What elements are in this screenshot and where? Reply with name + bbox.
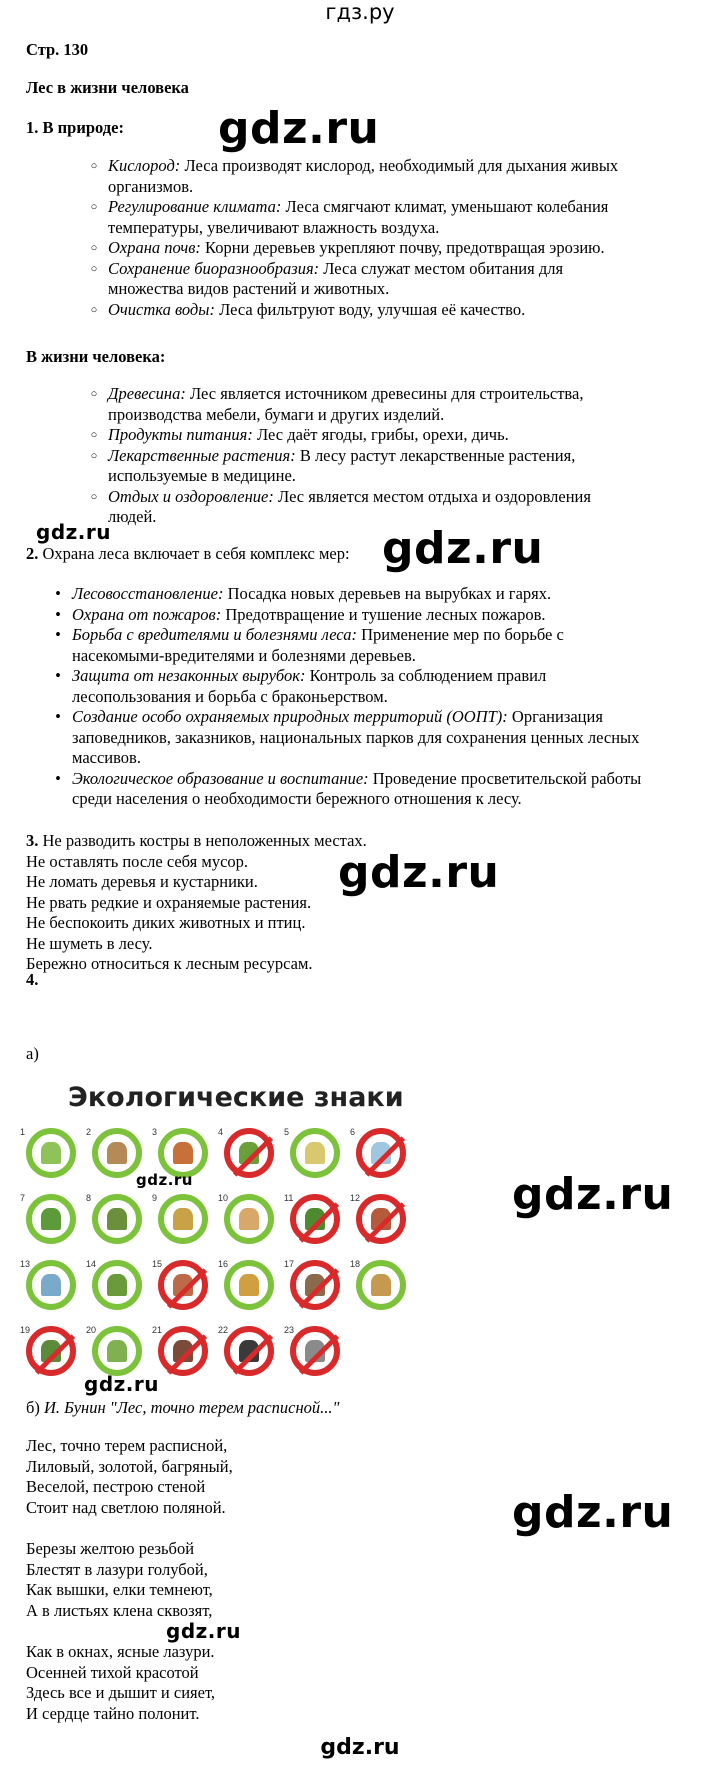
prohibition-sign-icon: [284, 1325, 340, 1376]
circle-bullet-icon: ○: [90, 490, 98, 503]
eco-sign-icon: [218, 1259, 274, 1310]
sign-number: 11: [284, 1193, 294, 1203]
eco-sign-icon: [86, 1325, 142, 1376]
rule-line: Не оставлять после себя мусор.: [26, 851, 249, 871]
list-item: ○ Регулирование климата: Леса смягчают климат, уменьшают колебания температуры, увеличивают влажность воздуха.: [108, 197, 708, 238]
poem-line: Лиловый, золотой, багряный,: [26, 1456, 233, 1476]
watermark: gdz.ru: [136, 1171, 193, 1189]
prohibition-sign-icon: [152, 1325, 208, 1376]
list-item: ○ Очистка воды: Леса фильтруют воду, улучшая её качество.: [108, 300, 708, 321]
list-item: ○ Лекарственные растения: В лесу растут лекарственные растения, используемые в медицине.: [108, 446, 708, 487]
bullet-icon: •: [55, 604, 61, 624]
human-life-list: [90, 384, 708, 528]
list-item: • Создание особо охраняемых природных территорий (ООПТ): Организация заповедников, заказников, национальных парков для сохранения ценных лесных массивов.: [72, 707, 712, 769]
poem-line: Осенней тихой красотой: [26, 1662, 199, 1682]
poem-line: Лес, точно терем расписной,: [26, 1436, 228, 1455]
rule-line: Не шуметь в лесу.: [26, 933, 153, 953]
watermark: gdz.ru: [338, 847, 500, 898]
sign-number: 10: [218, 1193, 229, 1203]
circle-bullet-icon: ○: [90, 449, 98, 462]
sign-number: 13: [20, 1259, 31, 1269]
page-ref: Стр. 130: [26, 40, 89, 59]
circle-bullet-icon: ○: [90, 201, 98, 213]
eco-signs-grid: [20, 1122, 440, 1382]
sign-number: 19: [20, 1325, 31, 1335]
sign-number: 22: [218, 1325, 229, 1335]
poem-line: Березы желтою резьбой: [26, 1539, 195, 1558]
part-b-heading: б) И. Бунин "Лес, точно терем расписной...": [26, 1398, 340, 1417]
list-item: ○ Продукты питания: Лес даёт ягоды, грибы, орехи, дичь.: [108, 425, 708, 446]
prohibition-sign-icon: [284, 1193, 340, 1244]
sign-number: 17: [284, 1259, 295, 1269]
sign-number: 16: [218, 1259, 229, 1269]
bullet-icon: •: [55, 625, 61, 644]
list-item: • Защита от незаконных вырубок: Контроль за соблюдением правил лесопользования и борьба с браконьерством.: [72, 666, 712, 707]
sign-number: 23: [284, 1325, 295, 1335]
prohibition-sign-icon: [218, 1325, 274, 1376]
sign-number: 4: [218, 1127, 224, 1137]
sign-number: 18: [350, 1259, 361, 1269]
eco-sign-icon: [86, 1127, 142, 1178]
circle-bullet-icon: ○: [90, 303, 98, 316]
prohibition-sign-icon: [152, 1259, 208, 1310]
list-item: • Экологическое образование и воспитание: Проведение просветительской работы среди населения о необходимости бережного отношения к лесу.: [72, 769, 712, 810]
watermark: gdz.ru: [512, 1487, 674, 1538]
bullet-icon: •: [55, 768, 61, 788]
eco-sign-icon: [152, 1193, 208, 1244]
bullet-icon: •: [55, 707, 61, 726]
section1b-heading: В жизни человека:: [26, 347, 166, 366]
list-item: ○ Отдых и оздоровление: Лес является местом отдыха и оздоровления людей.: [108, 487, 708, 528]
sign-number: 3: [152, 1127, 158, 1137]
circle-bullet-icon: ○: [90, 262, 98, 275]
sign-number: 8: [86, 1193, 92, 1203]
rule-line: 3. Не разводить костры в неположенных местах.: [26, 831, 367, 850]
eco-signs-title: Экологические знаки: [68, 1082, 404, 1113]
circle-bullet-icon: ○: [90, 160, 98, 172]
poem-line: А в листьях клена сквозят,: [26, 1600, 213, 1620]
eco-sign-icon: [284, 1127, 340, 1178]
sign-number: 6: [350, 1127, 356, 1137]
poem-line: Здесь все и дышит и сияет,: [26, 1683, 216, 1702]
eco-sign-icon: [218, 1193, 274, 1244]
nature-list: [90, 156, 708, 320]
page-title: Лес в жизни человека: [26, 78, 189, 97]
sign-number: 21: [152, 1325, 163, 1335]
eco-sign-icon: [20, 1193, 76, 1244]
poem-line: Веселой, пестрою стеной: [26, 1477, 206, 1496]
protection-list: [55, 584, 712, 810]
bullet-icon: •: [55, 584, 61, 603]
part-a-label: а): [26, 1044, 39, 1063]
watermark: gdz.ru: [36, 520, 111, 544]
sign-number: 7: [20, 1193, 26, 1203]
section2-intro: 2. Охрана леса включает в себя комплекс мер:: [26, 544, 350, 563]
footer-watermark: gdz.ru: [320, 1735, 400, 1760]
sign-number: 1: [20, 1127, 26, 1137]
poem-stanza: [26, 1539, 366, 1621]
eco-sign-icon: [86, 1259, 142, 1310]
sign-number: 2: [86, 1127, 92, 1137]
watermark: gdz.ru: [84, 1372, 159, 1396]
prohibition-sign-icon: [350, 1127, 406, 1178]
poem-line: Как в окнах, ясные лазури.: [26, 1642, 215, 1661]
list-item: ○ Древесина: Лес является источником древесины для строительства, производства мебели, бумаги и других изделий.: [108, 384, 708, 425]
poem-line: Блестят в лазури голубой,: [26, 1559, 208, 1579]
rule-line: Не ломать деревья и кустарники.: [26, 872, 258, 891]
section1-heading: 1. В природе:: [26, 118, 124, 137]
site-header: гдз.ру: [325, 0, 395, 24]
poem-stanza: [26, 1642, 366, 1724]
sign-number: 9: [152, 1193, 158, 1203]
prohibition-sign-icon: [284, 1259, 340, 1310]
poem-stanza: [26, 1436, 366, 1518]
circle-bullet-icon: ○: [90, 429, 98, 441]
list-item: ○ Охрана почв: Корни деревьев укрепляют почву, предотвращая эрозию.: [108, 238, 708, 259]
sign-number: 14: [86, 1259, 97, 1269]
prohibition-sign-icon: [218, 1127, 274, 1178]
eco-sign-icon: [20, 1127, 76, 1178]
rule-line: Не беспокоить диких животных и птиц.: [26, 913, 306, 932]
prohibition-sign-icon: [350, 1193, 406, 1244]
watermark: gdz.ru: [382, 523, 544, 574]
sign-number: 5: [284, 1127, 290, 1137]
circle-bullet-icon: ○: [90, 242, 98, 254]
circle-bullet-icon: ○: [90, 388, 98, 400]
rule-line: Не рвать редкие и охраняемые растения.: [26, 892, 312, 912]
rule-line: Бережно относиться к лесным ресурсам.: [26, 954, 313, 973]
sign-number: 15: [152, 1259, 163, 1269]
list-item: • Борьба с вредителями и болезнями леса: Применение мер по борьбе с насекомыми-вредителями и болезнями деревьев.: [72, 625, 712, 666]
watermark: gdz.ru: [512, 1169, 674, 1220]
sign-number: 20: [86, 1325, 97, 1335]
poem-line: И сердце тайно полонит.: [26, 1703, 200, 1723]
list-item: • Лесовосстановление: Посадка новых деревьев на вырубках и гарях.: [72, 584, 712, 605]
poem-line: Как вышки, елки темнеют,: [26, 1580, 213, 1599]
eco-sign-icon: [20, 1259, 76, 1310]
eco-sign-icon: [350, 1259, 406, 1310]
poem-line: Стоит над светлою поляной.: [26, 1497, 226, 1517]
bullet-icon: •: [55, 666, 61, 685]
list-item: • Охрана от пожаров: Предотвращение и тушение лесных пожаров.: [72, 605, 712, 626]
prohibition-sign-icon: [20, 1325, 76, 1376]
eco-sign-icon: [86, 1193, 142, 1244]
watermark: gdz.ru: [166, 1619, 241, 1643]
list-item: ○ Кислород: Леса производят кислород, необходимый для дыхания живых организмов.: [108, 156, 708, 197]
watermark: gdz.ru: [218, 103, 380, 154]
list-item: ○ Сохранение биоразнообразия: Леса служат местом обитания для множества видов растений и животных.: [108, 259, 708, 300]
section4-num: 4.: [26, 970, 39, 989]
sign-number: 12: [350, 1193, 361, 1203]
